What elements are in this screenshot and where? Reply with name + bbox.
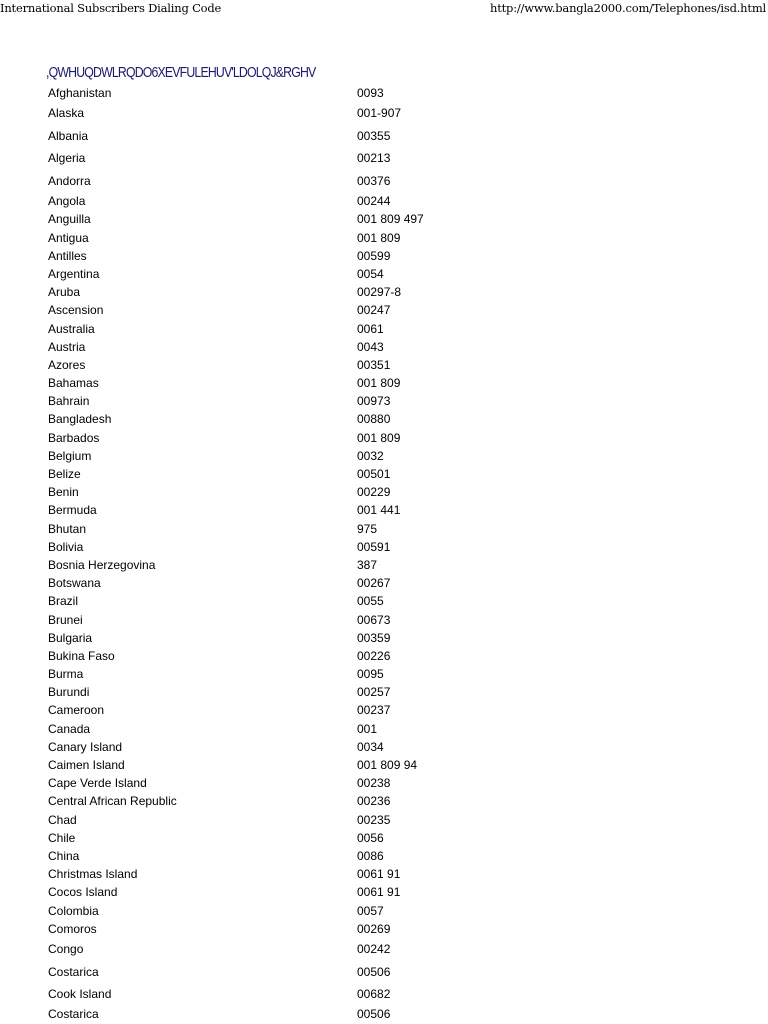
dialing-code: 00880 bbox=[357, 412, 391, 427]
dialing-code: 001 809 bbox=[357, 230, 401, 245]
country-name: Andorra bbox=[48, 173, 91, 188]
table-row bbox=[48, 483, 508, 501]
country-name: Bolivia bbox=[48, 539, 84, 554]
country-name: Christmas Island bbox=[48, 867, 138, 882]
table-row bbox=[48, 720, 508, 738]
country-name: Antilles bbox=[48, 248, 87, 263]
table-row bbox=[48, 792, 508, 810]
table-row bbox=[48, 125, 508, 148]
table-row bbox=[48, 229, 508, 247]
dialing-code: 001 809 497 bbox=[357, 212, 424, 227]
country-name: Albania bbox=[48, 128, 89, 143]
country-name: Comoros bbox=[48, 921, 97, 936]
source-url: http://www.bangla2000.com/Telephones/isd.html bbox=[490, 1, 766, 15]
table-row bbox=[48, 865, 508, 883]
dialing-code: 00267 bbox=[357, 576, 391, 591]
country-name: Cameroon bbox=[48, 703, 105, 718]
country-name: Burundi bbox=[48, 685, 90, 700]
dialing-code: 0043 bbox=[357, 339, 384, 354]
dialing-code: 0086 bbox=[357, 848, 384, 863]
dialing-code: 001 441 bbox=[357, 503, 401, 518]
table-row bbox=[48, 102, 508, 125]
table-row bbox=[48, 902, 508, 920]
table-row bbox=[48, 983, 508, 1006]
country-name: Bhutan bbox=[48, 521, 87, 536]
dialing-code: 0032 bbox=[357, 448, 384, 463]
table-row bbox=[48, 247, 508, 265]
table-row bbox=[48, 320, 508, 338]
table-row bbox=[48, 738, 508, 756]
country-name: Alaska bbox=[48, 106, 85, 121]
country-name: Colombia bbox=[48, 903, 99, 918]
dialing-code: 0095 bbox=[357, 667, 384, 682]
dialing-code: 001-907 bbox=[357, 106, 402, 121]
table-row bbox=[48, 429, 508, 447]
dialing-code: 00376 bbox=[357, 173, 391, 188]
dialing-code: 00599 bbox=[357, 248, 391, 263]
table-row bbox=[48, 574, 508, 592]
country-name: Argentina bbox=[48, 266, 100, 281]
dialing-code: 001 bbox=[357, 721, 378, 736]
dialing-code: 00351 bbox=[357, 357, 391, 372]
table-row bbox=[48, 410, 508, 428]
dialing-code: 0061 91 bbox=[357, 867, 401, 882]
dialing-code: 001 809 bbox=[357, 376, 401, 391]
table-row bbox=[48, 538, 508, 556]
table-row bbox=[48, 629, 508, 647]
dialing-code: 00237 bbox=[357, 703, 391, 718]
dialing-code: 00238 bbox=[357, 776, 391, 791]
table-row bbox=[48, 665, 508, 683]
country-name: Bosnia Herzegovina bbox=[48, 557, 156, 572]
table-row bbox=[48, 374, 508, 392]
country-name: Cape Verde Island bbox=[48, 776, 147, 791]
table-row bbox=[48, 338, 508, 356]
table-row bbox=[48, 210, 508, 228]
country-name: Anguilla bbox=[48, 212, 91, 227]
table-row bbox=[48, 192, 508, 210]
table-row bbox=[48, 465, 508, 483]
table-row bbox=[48, 556, 508, 574]
dialing-code: 00244 bbox=[357, 194, 391, 209]
table-row bbox=[48, 647, 508, 665]
dialing-code: 00973 bbox=[357, 394, 391, 409]
country-name: Bangladesh bbox=[48, 412, 112, 427]
country-name: Cocos Island bbox=[48, 885, 118, 900]
country-name: Brunei bbox=[48, 612, 83, 627]
table-row bbox=[48, 170, 508, 193]
country-name: Azores bbox=[48, 357, 86, 372]
dialing-code: 00501 bbox=[357, 467, 391, 481]
country-name: Bermuda bbox=[48, 503, 97, 518]
country-name: Cook Island bbox=[48, 987, 112, 1002]
table-row bbox=[48, 960, 508, 983]
table-row bbox=[48, 392, 508, 410]
country-name: Barbados bbox=[48, 430, 100, 445]
table-row bbox=[48, 84, 508, 102]
country-name: Bahrain bbox=[48, 394, 90, 409]
country-name: Caimen Island bbox=[48, 758, 125, 772]
country-name: Bahamas bbox=[48, 376, 99, 391]
country-name: China bbox=[48, 848, 80, 863]
dialing-code: 0093 bbox=[357, 86, 384, 100]
table-row bbox=[48, 611, 508, 629]
dialing-code: 00242 bbox=[357, 942, 391, 957]
dialing-code: 00229 bbox=[357, 485, 391, 500]
table-row bbox=[48, 683, 508, 701]
country-name: Ascension bbox=[48, 303, 104, 318]
dialing-code: 00297-8 bbox=[357, 285, 402, 300]
dialing-code: 00235 bbox=[357, 812, 391, 827]
country-name: Chad bbox=[48, 812, 77, 827]
country-name: Algeria bbox=[48, 151, 86, 166]
country-name: Central African Republic bbox=[48, 794, 177, 809]
table-row bbox=[48, 829, 508, 847]
table-row bbox=[48, 592, 508, 610]
country-name: Belgium bbox=[48, 448, 92, 463]
country-name: Austria bbox=[48, 339, 86, 354]
table-row bbox=[48, 501, 508, 519]
dialing-code: 00506 bbox=[357, 964, 391, 979]
page-title: ,QWHUQDWLRQDO6XEVFULEHUV'LDOLQJ&RGHV bbox=[46, 64, 316, 81]
dialing-code: 00257 bbox=[357, 685, 391, 700]
table-row bbox=[48, 447, 508, 465]
dialing-code: 0057 bbox=[357, 903, 384, 918]
country-name: Benin bbox=[48, 485, 79, 500]
dialing-code: 0034 bbox=[357, 739, 384, 754]
country-name: Congo bbox=[48, 942, 84, 957]
table-row bbox=[48, 938, 508, 961]
dialing-code: 387 bbox=[357, 557, 378, 572]
table-row bbox=[48, 356, 508, 374]
dialing-code: 0054 bbox=[357, 266, 384, 281]
dialing-code: 00247 bbox=[357, 303, 391, 318]
country-name: Costarica bbox=[48, 1007, 99, 1022]
table-row bbox=[48, 283, 508, 301]
country-name: Australia bbox=[48, 321, 95, 336]
country-name: Canary Island bbox=[48, 739, 123, 754]
country-name: Bulgaria bbox=[48, 630, 93, 645]
country-name: Burma bbox=[48, 667, 84, 682]
country-name: Chile bbox=[48, 830, 76, 845]
dialing-code: 00506 bbox=[357, 1007, 391, 1022]
dialing-code: 00673 bbox=[357, 612, 391, 627]
country-name: Costarica bbox=[48, 964, 99, 979]
dialing-code: 0061 91 bbox=[357, 885, 401, 900]
table-row bbox=[48, 147, 508, 170]
table-row bbox=[48, 265, 508, 283]
dialing-code: 001 809 bbox=[357, 430, 401, 445]
dialing-code: 00355 bbox=[357, 128, 391, 143]
table-row bbox=[48, 520, 508, 538]
country-name: Angola bbox=[48, 194, 86, 209]
table-row bbox=[48, 883, 508, 901]
table-row bbox=[48, 920, 508, 938]
country-name: Botswana bbox=[48, 576, 101, 591]
country-name: Aruba bbox=[48, 285, 81, 300]
table-row bbox=[48, 774, 508, 792]
document-title-header: International Subscribers Dialing Code bbox=[0, 1, 222, 15]
dialing-code: 00682 bbox=[357, 987, 391, 1002]
dialing-code: 00236 bbox=[357, 794, 391, 809]
dialing-code: 00359 bbox=[357, 630, 391, 645]
country-name: Antigua bbox=[48, 230, 89, 245]
dialing-code-table bbox=[48, 84, 508, 1024]
dialing-code: 975 bbox=[357, 521, 378, 536]
table-row bbox=[48, 701, 508, 719]
country-name: Belize bbox=[48, 467, 81, 481]
dialing-code: 001 809 94 bbox=[357, 758, 418, 772]
dialing-code: 0061 bbox=[357, 321, 384, 336]
dialing-code: 0056 bbox=[357, 830, 384, 845]
table-row bbox=[48, 301, 508, 319]
table-row bbox=[48, 811, 508, 829]
country-name: Canada bbox=[48, 721, 91, 736]
table-row bbox=[48, 847, 508, 865]
country-name: Brazil bbox=[48, 594, 79, 609]
country-name: Bukina Faso bbox=[48, 648, 115, 663]
dialing-code: 00591 bbox=[357, 539, 391, 554]
table-row bbox=[48, 1005, 508, 1023]
table-row bbox=[48, 756, 508, 774]
dialing-code: 0055 bbox=[357, 594, 384, 609]
country-name: Afghanistan bbox=[48, 86, 112, 100]
page-header bbox=[0, 0, 768, 20]
dialing-code: 00226 bbox=[357, 648, 391, 663]
dialing-code: 00269 bbox=[357, 921, 391, 936]
dialing-code: 00213 bbox=[357, 151, 391, 166]
